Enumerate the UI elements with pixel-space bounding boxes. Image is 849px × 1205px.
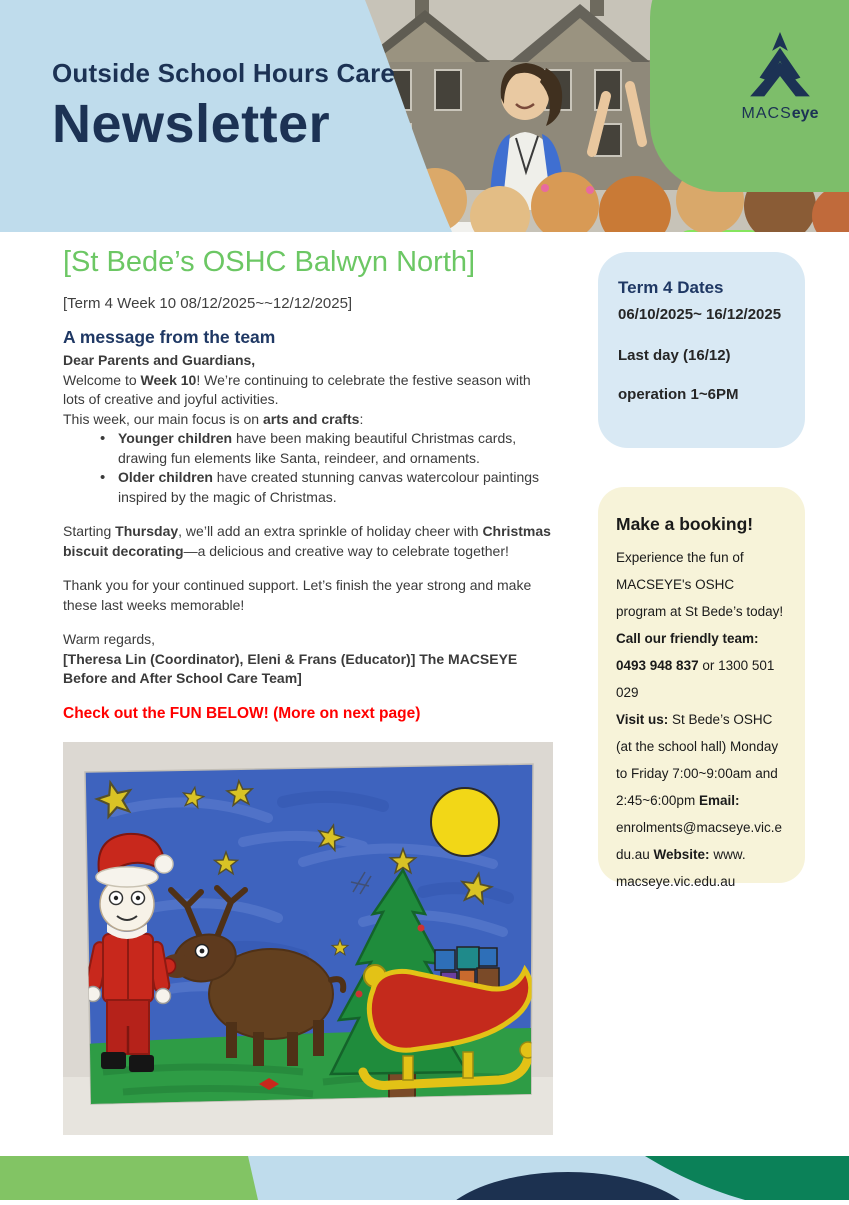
paragraph-focus	[63, 410, 555, 430]
text-run-bold: Week 10	[140, 371, 197, 388]
booking-visit-line	[616, 706, 787, 895]
website-label: Website:	[653, 847, 710, 862]
text-run: , we’ll add an extra sprinkle of holiday cheer with	[178, 523, 483, 539]
christmas-drawing-graphic	[63, 742, 553, 1135]
term-dates-box	[598, 252, 805, 448]
childrens-christmas-drawing	[63, 742, 553, 1135]
newsletter-header	[0, 0, 849, 232]
website-address: www. macseye.vic.edu.au	[616, 847, 746, 889]
booking-title: Make a booking!	[616, 514, 754, 534]
moon	[431, 788, 499, 856]
text-run: —a delicious and creative way to celebrate together!	[183, 542, 509, 559]
email-address: enrolments@macseye.vic.edu.au	[616, 820, 783, 862]
brand-green-blob	[650, 0, 849, 192]
text-run-bold: Thursday	[115, 523, 179, 539]
text-run: have created stunning canvas watercolour paintings inspired by the magic of Christmas.	[118, 469, 540, 505]
header-text-block	[52, 58, 395, 155]
visit-label: Visit us:	[616, 712, 669, 727]
email-label: Email:	[698, 793, 740, 808]
text-run: have been making beautiful Christmas cards, drawing fun elements like Santa, reindeer, and ornaments.	[118, 430, 517, 466]
text-run: :	[359, 410, 364, 427]
text-run: Welcome to	[63, 371, 141, 388]
term-dates-title: Term 4 Dates	[618, 278, 724, 297]
text-run-bold: Older children	[118, 469, 213, 485]
team-signature: [Theresa Lin (Coordinator), Eleni & Frans (Educator)] The MACSEYE Before and After School Care Team]	[63, 650, 518, 686]
booking-intro: Experience the fun of MACSEYE's OSHC program at St Bede’s today!	[616, 550, 784, 619]
booking-box	[598, 487, 805, 889]
term-last-day: Last day (16/12)	[618, 347, 731, 364]
footer-graphic	[0, 1156, 849, 1200]
site-title: [St Bede’s OSHC Balwyn North]	[63, 246, 476, 278]
text-run-bold: Christmas biscuit decorating	[63, 523, 551, 559]
main-content	[63, 244, 555, 739]
page-title: Newsletter	[52, 94, 331, 154]
macseye-mountain-logo-icon	[732, 32, 828, 98]
footer-green-block	[0, 1156, 258, 1200]
paragraph-thursday	[63, 522, 555, 561]
logo-text-regular: MACS	[741, 105, 792, 122]
logo-text-bold: eye	[791, 105, 819, 122]
message-heading: A message from the team	[63, 327, 276, 347]
macseye-logo-text	[650, 105, 849, 123]
list-item	[118, 429, 555, 468]
header-kicker: Outside School Hours Care	[52, 58, 396, 88]
list-item	[118, 468, 555, 507]
paragraph-thanks: Thank you for your continued support. Let’s finish the year strong and make these last weeks memorable!	[63, 577, 532, 613]
text-run: This week, our main focus is on	[63, 410, 263, 427]
booking-call-line	[616, 625, 787, 706]
term-week-line: [Term 4 Week 10 08/12/2025~~12/12/2025]	[63, 295, 353, 312]
phone-number-alt: or 1300 501 029	[616, 658, 775, 700]
paragraph-welcome	[63, 371, 555, 410]
text-run: ! We’re continuing to celebrate the festive season with lots of creative and joyful activities.	[63, 371, 531, 407]
phone-number: Call our friendly team: 0493 948 837	[616, 631, 759, 673]
activities-list	[63, 429, 555, 507]
fun-below-callout: Check out the FUN BELOW! (More on next page)	[63, 704, 421, 722]
term-dates-range: 06/10/2025~ 16/12/2025	[618, 306, 782, 323]
salutation: Dear Parents and Guardians,	[63, 352, 256, 368]
text-run-bold: arts and crafts	[262, 410, 360, 427]
text-run-bold: Younger children	[118, 430, 233, 446]
visit-details: St Bede’s OSHC (at the school hall) Monday to Friday 7:00~9:00am and 2:45~6:00pm	[616, 712, 779, 808]
text-run: Starting	[63, 523, 116, 539]
paragraph-regards: Warm regards,	[63, 631, 156, 647]
term-operation-hours: operation 1~6PM	[618, 386, 739, 403]
